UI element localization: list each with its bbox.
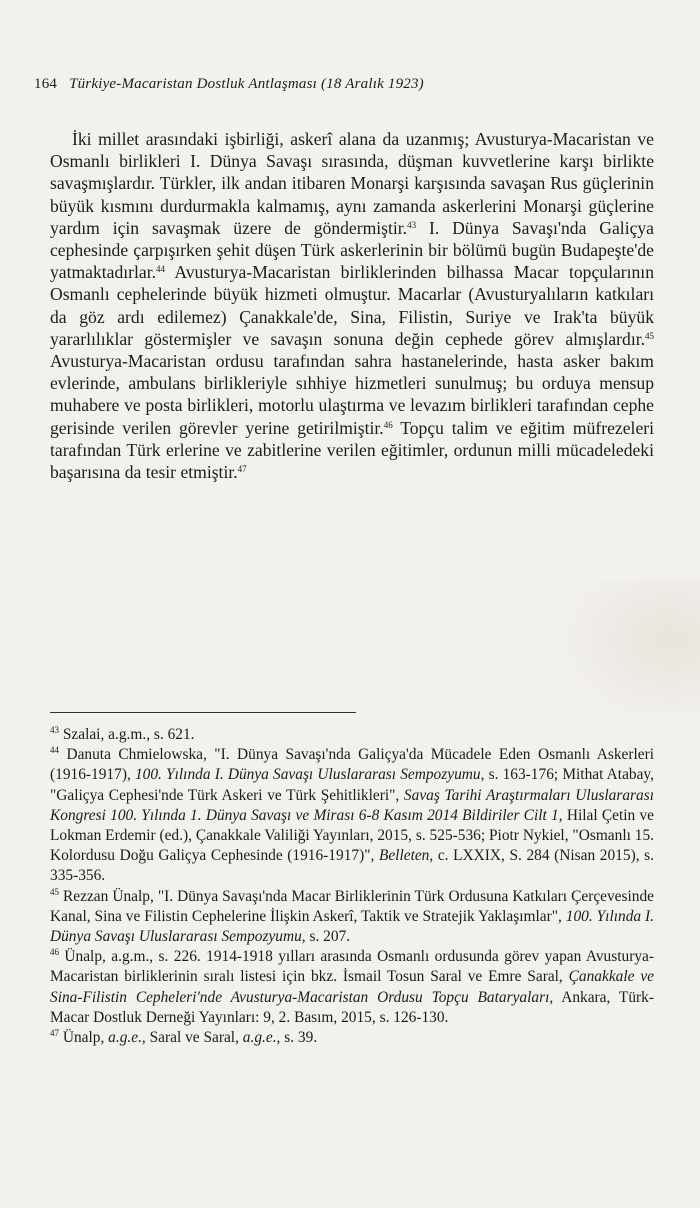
footnote-text: , Saral ve Saral, xyxy=(141,1029,243,1047)
page-number: 164 xyxy=(34,76,58,92)
footnote-text: , Hilal Çetin ve Lokman Erdemir (ed.), Çanakkale Valiliği Yayınları, 2015, s. 525-536; Piotr Nykiel, "Osmanlı 15. Kolordusu Doğu Galiçya Cephesinde (1916-1917)", xyxy=(50,806,654,865)
footnote-text: Ünalp, a.g.m., s. 226. 1914-1918 yılları arasında Osmanlı ordusunda görev yapan Avusturya-Macaristan birliklerinin sıralı listesi için bkz. İsmail Tosun Saral ve Emre Saral, xyxy=(50,948,654,986)
footnote-ref-47[interactable]: 47 xyxy=(237,464,247,475)
footnote-number: 47 xyxy=(50,1028,59,1039)
footnote-separator xyxy=(50,712,356,713)
footnote-italic: Savaş Tarihi Araştırmaları Uluslararası Kongresi 100. Yılında 1. Dünya Savaşı ve Mirası 6-8 Kasım 2014 Bildiriler Cilt 1 xyxy=(50,786,654,824)
footnote-text: , s. 39. xyxy=(276,1029,318,1047)
footnote-45 xyxy=(50,887,654,948)
footnote-ref-46[interactable]: 46 xyxy=(383,419,393,430)
running-header xyxy=(34,76,424,93)
show-through-shadow xyxy=(550,580,700,730)
footnote-44 xyxy=(50,745,654,886)
footnote-italic: Belleten xyxy=(378,847,430,865)
footnote-43 xyxy=(50,725,654,745)
body-text-3: Avusturya-Macaristan birliklerinden bilhassa Macar topçularının Osmanlı cephelerinde büyük hizmeti olmuştur. Macarlar (Avusturyalıların katkıları da göz ardı edilemez) Çanakkale'de, Sina, Filistin, Suriye ve Irak'ta büyük yararlılıklar göstermişler ve savaşın sonuna değin cephede görev almışlardır. xyxy=(50,262,654,349)
footnote-47 xyxy=(50,1028,654,1048)
footnote-text: , s. 163-176; Mithat Atabay, "Galiçya Cephesi'nde Türk Askeri ve Türk Şehitlikleri", xyxy=(50,766,654,804)
footnote-text: Danuta Chmielowska, "I. Dünya Savaşı'nda Galiçya'da Mücadele Eden Osmanlı Askerleri (1916-1917), xyxy=(50,746,654,784)
body-text-1: İki millet arasındaki işbirliği, askerî alana da uzanmış; Avusturya-Macaristan ve Osmanlı birlikleri I. Dünya Savaşı sırasında, düşman kuvvetlerine karşı birlikte savaşmışlardır. Türkler, ilk andan itibaren Monarşi karşısında savaşan Rus güçlerinin büyük kısmını durdurmakla kalmamış, aynı zamanda askerlerini Monarşi güçlerine yardım için savaşmak üzere de göndermiştir. xyxy=(50,129,654,238)
footnote-text: , Ankara, Türk-Macar Dostluk Derneği Yayınları: 9, 2. Basım, 2015, s. 126-130. xyxy=(50,988,654,1026)
footnote-italic: a.g.e. xyxy=(242,1029,277,1047)
footnote-italic: 100. Yılında I. Dünya Savaşı Uluslararası Sempozyumu xyxy=(134,766,481,784)
body-text-4: Avusturya-Macaristan ordusu tarafından sahra hastanelerinde, hasta asker bakım evlerinde, ambulans birlikleriyle sıhhiye hizmetleri sunulmuş; bu orduya mensup muhabere ve posta birlikleri, motorlu ulaştırma ve levazım birlikleri tarafından cephe gerisinde verilen görevler yerine getirilmiştir. xyxy=(50,351,654,438)
body-text-2: I. Dünya Savaşı'nda Galiçya cephesinde çarpışırken şehit düşen Türk askerlerinin bir bölümü bugün Budapeşte'de yatmaktadırlar. xyxy=(50,217,654,283)
footnote-list xyxy=(50,725,654,1048)
body-paragraph xyxy=(50,128,654,483)
footnote-italic: a.g.e. xyxy=(108,1029,142,1047)
footnote-text: Szalai, a.g.m., s. 621. xyxy=(59,726,195,743)
footnote-46 xyxy=(50,947,654,1028)
footnote-text: , s. 207. xyxy=(301,928,351,946)
footnote-number: 44 xyxy=(50,745,59,756)
body-text-5: Topçu talim ve eğitim müfrezeleri tarafından Türk erlerine ve zabitlerine verilen eğitimler, ordunun milli mücadeledeki başarısına da tesir etmiştir. xyxy=(50,417,654,483)
footnote-text: Ünalp, xyxy=(59,1029,109,1047)
footnote-number: 43 xyxy=(50,725,59,735)
footnote-number: 45 xyxy=(50,886,59,897)
running-title: Türkiye-Macaristan Dostluk Antlaşması (18 Aralık 1923) xyxy=(69,76,424,92)
footnote-number: 46 xyxy=(50,947,59,958)
footnote-text: , c. LXXIX, S. 284 (Nisan 2015), s. 335-356. xyxy=(50,847,654,885)
footnote-italic: Çanakkale ve Sina-Filistin Cepheleri'nde Avusturya-Macaristan Ordusu Topçu Bataryaları xyxy=(50,968,654,1006)
footnote-text: Rezzan Ünalp, "I. Dünya Savaşı'nda Macar Birliklerinin Türk Ordusuna Katkıları Çerçevesinde Kanal, Sina ve Filistin Cephelerine İlişkin Askerî, Taktik ve Stratejik Yaklaşımlar", xyxy=(50,887,654,925)
footnote-ref-43[interactable]: 43 xyxy=(407,219,417,230)
footnote-ref-44[interactable]: 44 xyxy=(156,264,166,275)
footnote-ref-45[interactable]: 45 xyxy=(645,330,654,341)
footnote-italic: 100. Yılında I. Dünya Savaşı Uluslararası Sempozyumu xyxy=(50,907,654,946)
